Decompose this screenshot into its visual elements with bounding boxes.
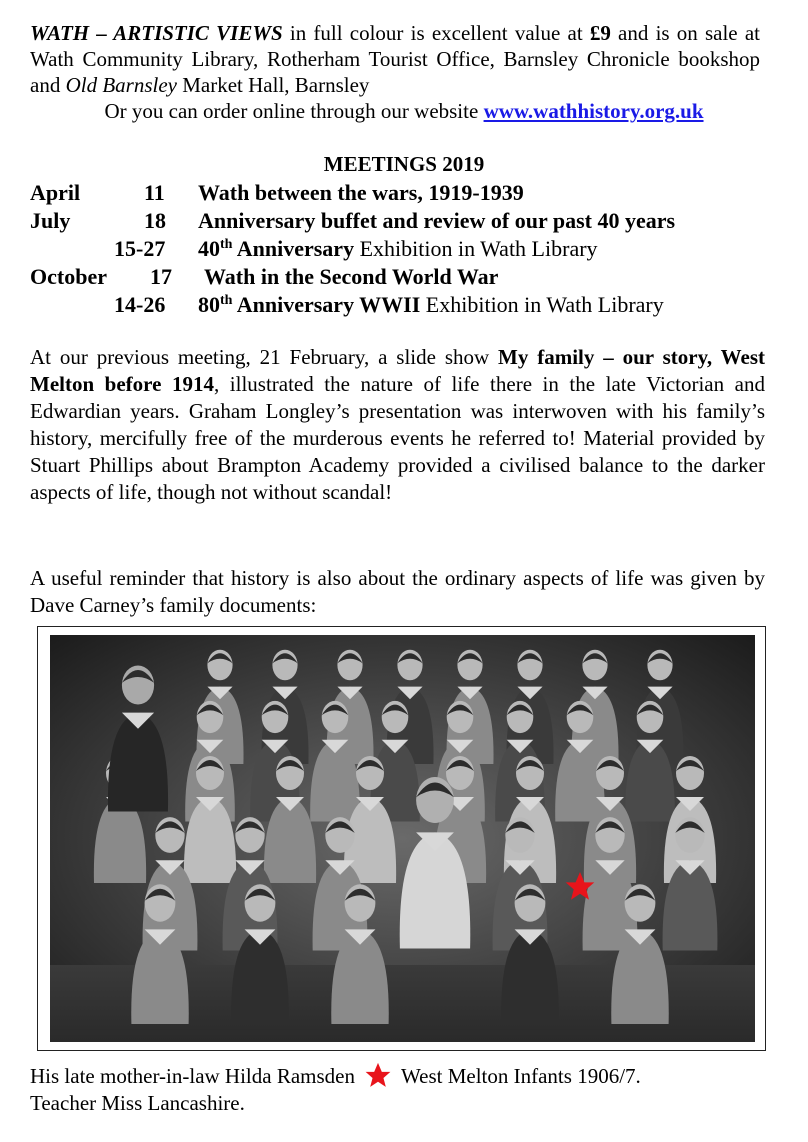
photo-frame bbox=[37, 626, 766, 1051]
class-photo-illustration bbox=[50, 635, 755, 1042]
red-star-icon bbox=[363, 1062, 393, 1088]
meetings-title: MEETINGS 2019 bbox=[323, 152, 485, 176]
intro-paragraph: WATH – ARTISTIC VIEWS in full colour is excellent value at £9 and is on sale at Wath Community Library, Rotherham Tourist Office, Barnsley Chronicle bookshop and Old Barnsley Market Hall, Barnsley bbox=[30, 21, 760, 97]
slide-show-title: My family – our story, West Melton before 1914 bbox=[30, 345, 765, 396]
website-link[interactable]: www.wathhistory.org.uk bbox=[483, 99, 704, 123]
class-photograph bbox=[50, 635, 755, 1042]
reminder-paragraph: A useful reminder that history is also about the ordinary aspects of life was given by Dave Carney’s family documents: bbox=[30, 566, 765, 617]
book-title: WATH – ARTISTIC VIEWS bbox=[30, 21, 283, 45]
online-order-line: Or you can order online through our website www.wathhistory.org.uk bbox=[104, 99, 704, 123]
photo-caption: His late mother-in-law Hilda Ramsden West Melton Infants 1906/7. Teacher Miss Lancashire. bbox=[30, 1064, 641, 1115]
newsletter-page: WATH – ARTISTIC VIEWS in full colour is excellent value at £9 and is on sale at Wath Community Library, Rotherham Tourist Office, Barnsley Chronicle bookshop and Old Barnsley Market Hall, Barnsley Or you can order online through our website www.wathhistory.org.uk MEETINGS 2019 April 11 Wath between the wars, 1919-1939 July 18 Anniversary buffet and review of our past 40 years 15-27 40th Anniversary Exhibition in Wath Library October 17 Wath in the Second World War 14-26 80th Anniversary WWII Exhibition in Wath Library At our previous meeting, 21 February, a slide show My family – our story, West Melton before 1914, illustrated the nature of life there in the late Victorian and Edwardian years. Graham Longley’s presentation was interwoven with his family’s history, mercifully free of the murderous events he referred to! Material provided by Stuart Phillips about Brampton Academy provided a civilised balance to the darker aspects of life, though not without scandal! A useful reminder that history is also about the ordinary aspects of life was given by Dave Carney’s family documents: His late mother-in-law Hilda Ramsden West Melton Infants 1906/7. Teacher Miss Lancashire. bbox=[0, 0, 808, 1142]
previous-meeting-paragraph: At our previous meeting, 21 February, a slide show My family – our story, West Melton before 1914, illustrated the nature of life there in the late Victorian and Edwardian years. Graham Longley’s presentation was interwoven with his family’s history, mercifully free of the murderous events he referred to! Material provided by Stuart Phillips about Brampton Academy provided a civilised balance to the darker aspects of life, though not without scandal! bbox=[30, 345, 765, 504]
old-barnsley: Old Barnsley bbox=[65, 73, 177, 97]
price: £9 bbox=[589, 21, 611, 45]
